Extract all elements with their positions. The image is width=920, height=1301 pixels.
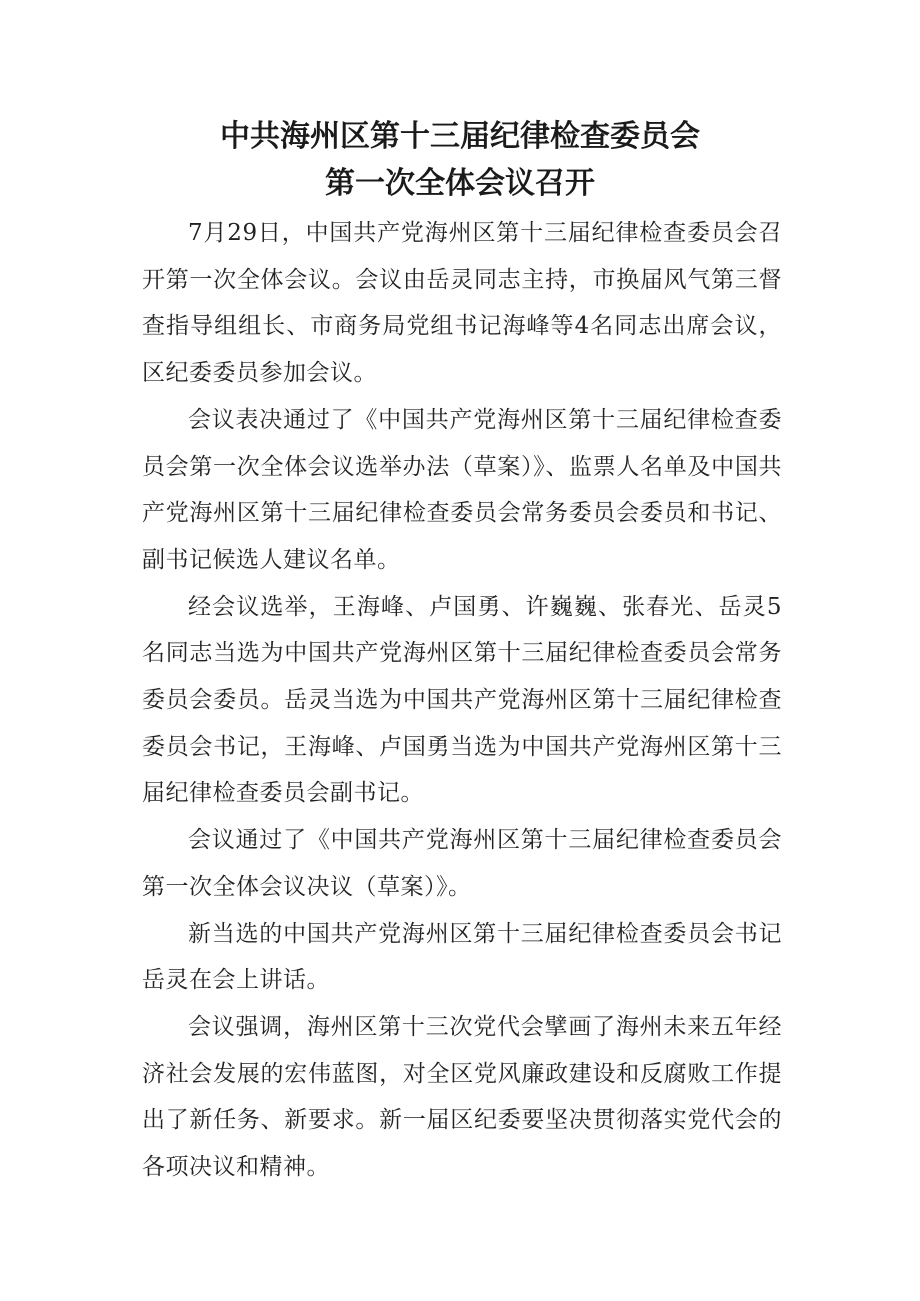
paragraph: 7月29日，中国共产党海州区第十三届纪律检查委员会召开第一次全体会议。会议由岳灵同志主持，市换届风气第三督查指导组组长、市商务局党组书记海峰等4名同志出席会议，区纪委委员参加会议。 (142, 220, 782, 387)
paragraph: 新当选的中国共产党海州区第十三届纪律检查委员会书记岳灵在会上讲话。 (142, 920, 782, 994)
paragraph: 经会议选举，王海峰、卢国勇、许巍巍、张春光、岳灵5名同志当选为中国共产党海州区第十三届纪律检查委员会常务委员会委员。岳灵当选为中国共产党海州区第十三届纪律检查委员会书记，王海峰、卢国勇当选为中国共产党海州区第十三届纪律检查委员会副书记。 (142, 593, 782, 807)
paragraph: 会议通过了《中国共产党海州区第十三届纪律检查委员会第一次全体会议决议（草案）》。 (142, 827, 782, 900)
document-body (142, 210, 782, 1191)
paragraph: 会议强调，海州区第十三次党代会擘画了海州未来五年经济社会发展的宏伟蓝图，对全区党风廉政建设和反腐败工作提出了新任务、新要求。新一届区纪委要坚决贯彻落实党代会的各项决议和精神。 (142, 1013, 782, 1181)
document-title-line-1: 中共海州区第十三届纪律检查委员会 (220, 119, 700, 154)
paragraph: 会议表决通过了《中国共产党海州区第十三届纪律检查委员会第一次全体会议选举办法（草案）》、监票人名单及中国共产党海州区第十三届纪律检查委员会常务委员会委员和书记、副书记候选人建议名单。 (142, 406, 782, 573)
document-title-line-2: 第一次全体会议召开 (325, 166, 595, 201)
